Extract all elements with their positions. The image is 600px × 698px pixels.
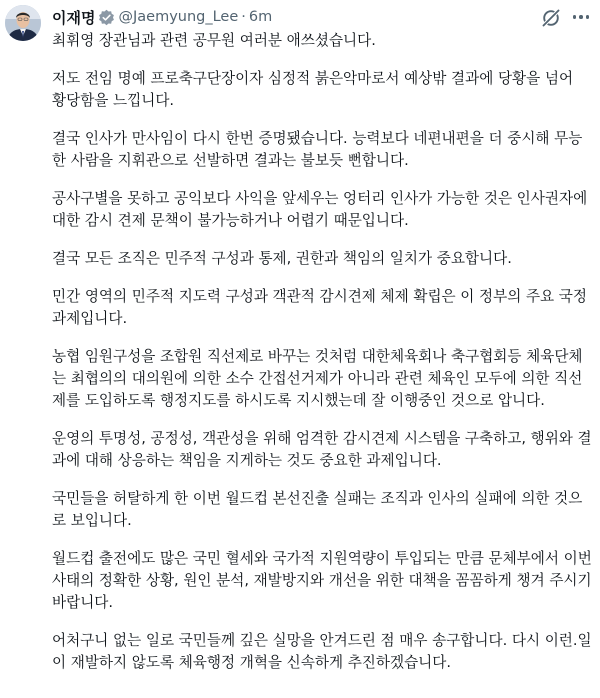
tweet-paragraph	[52, 188, 600, 232]
tweet-paragraph	[52, 548, 600, 614]
tweet-line: 황당함을 느낍니다.	[52, 92, 175, 109]
tweet-text	[52, 30, 600, 690]
tweet-line: 로 보입니다.	[52, 512, 132, 529]
tweet-line: 민간 영역의 민주적 지도력 구성과 객관적 감시견제 체제 확립은 이 정부의 주요 국정	[52, 288, 587, 305]
tweet-line: 결국 인사가 만사임이 다시 한번 증명됐습니다. 능력보다 네편내편을 더 중시해 무능	[52, 130, 583, 147]
timestamp[interactable]: 6m	[248, 9, 273, 25]
tweet-line: 과제입니다.	[52, 310, 128, 327]
tweet-line: 공사구별을 못하고 공익보다 사익을 앞세우는 엉터리 인사가 가능한 것은 인사권자에	[52, 190, 588, 207]
profile-photo-icon	[5, 5, 41, 41]
tweet-line: 제를 도입하도록 행정지도를 하시도록 지시했는데 잘 이행중인 것으로 압니다.	[52, 392, 545, 409]
tweet-paragraph	[52, 346, 600, 412]
tweet-line: 농협 임원구성을 조합원 직선제로 바꾸는 것처럼 대한체육회나 축구협회등 체육단체	[52, 348, 583, 365]
tweet-line: 결국 모든 조직은 민주적 구성과 통제, 권한과 책임의 일치가 중요합니다.	[52, 250, 512, 267]
tweet-paragraph	[52, 286, 600, 330]
author-name[interactable]: 이재명	[52, 8, 96, 27]
tweet-header	[52, 6, 272, 28]
tweet-line: 어처구니 없는 일로 국민들께 깊은 실망을 안겨드린 점 매우 송구합니다. 다시 이런.일	[52, 632, 592, 649]
tweet-paragraph	[52, 68, 600, 112]
separator-dot: ·	[241, 9, 246, 25]
tweet-line: 이 재발하지 않도록 체육행정 개혁을 신속하게 추진하겠습니다.	[52, 654, 452, 671]
tweet-line: 바랍니다.	[52, 594, 114, 611]
author-handle[interactable]: @Jaemyung_Lee	[118, 9, 239, 25]
tweet-line: 한 사람을 지휘관으로 선발하면 결과는 불보듯 뻔합니다.	[52, 152, 409, 169]
tweet-line: 는 최협의의 대의원에 의한 소수 간접선거제가 아니라 관련 체육인 모두에 의한 직선	[52, 370, 583, 387]
verified-badge-icon	[98, 9, 115, 26]
tweet-paragraph	[52, 630, 600, 674]
tweet-paragraph	[52, 128, 600, 172]
tweet-paragraph	[52, 428, 600, 472]
tweet-line: 과에 대해 상응하는 책임을 지게하는 것도 중요한 과제입니다.	[52, 452, 442, 469]
tweet-paragraph	[52, 488, 600, 532]
tweet-line: 운영의 투명성, 공정성, 객관성을 위해 엄격한 감시견제 시스템을 구축하고, 행위와 결	[52, 430, 592, 447]
grok-icon[interactable]	[540, 7, 562, 29]
more-dots-icon	[573, 15, 577, 19]
more-options-button[interactable]	[568, 5, 594, 29]
tweet-line: 사태의 정확한 상황, 원인 분석, 재발방지와 개선을 위한 대책을 꼼꼼하게 챙겨 주시기	[52, 572, 592, 589]
tweet-paragraph	[52, 30, 600, 52]
tweet-line: 저도 전임 명예 프로축구단장이자 심정적 붉은악마로서 예상밖 결과에 당황을 넘어	[52, 70, 574, 87]
more-dots-icon	[586, 15, 590, 19]
more-dots-icon	[579, 15, 583, 19]
tweet-line: 대한 감시 견제 문책이 불가능하거나 어렵기 때문입니다.	[52, 212, 409, 229]
tweet-line: 국민들을 허탈하게 한 이번 월드컵 본선진출 실패는 조직과 인사의 실패에 의한 것으	[52, 490, 583, 507]
tweet-line: 월드컵 출전에도 많은 국민 혈세와 국가적 지원역량이 투입되는 만큼 문체부에서 이번	[52, 550, 592, 567]
tweet-paragraph	[52, 248, 600, 270]
tweet-line: 최휘영 장관님과 관련 공무원 여러분 애쓰셨습니다.	[52, 32, 376, 49]
avatar[interactable]	[5, 5, 41, 41]
